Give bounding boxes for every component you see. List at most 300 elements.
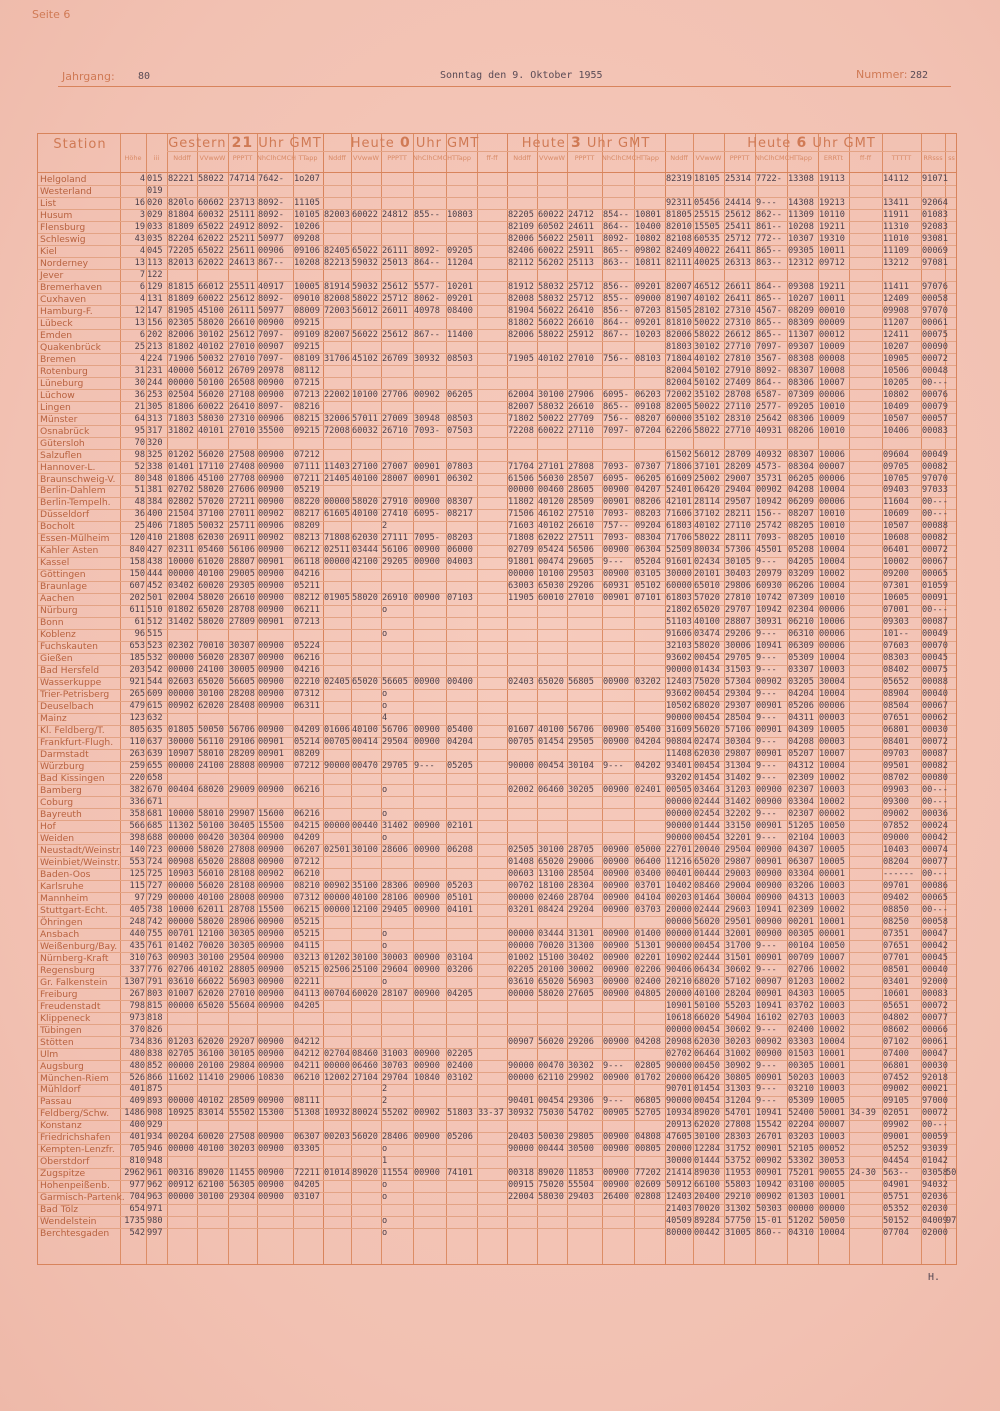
obs-21-value: 71805 <box>168 521 194 532</box>
obs-06-value <box>946 773 958 784</box>
obs-06-value: 30102 <box>694 341 720 352</box>
obs-06-value: 02051 <box>883 1108 909 1119</box>
obs-21-value: 07215 <box>294 377 320 388</box>
obs-06-value <box>946 929 958 940</box>
obs-21-value: 15500 <box>258 820 284 831</box>
obs-06-value: 47605 <box>666 1132 692 1143</box>
obs-21-value: 04212 <box>294 1048 320 1059</box>
obs-03-value: 00900 <box>603 1132 629 1143</box>
obs-06-value: 00--- <box>922 784 948 795</box>
obs-06-value: 02703 <box>788 1012 814 1023</box>
obs-06-value: 20210 <box>666 976 692 987</box>
obs-06-value: 9--- <box>756 629 777 640</box>
obs-00-mark: o <box>382 689 388 700</box>
obs-06-value: 00045 <box>922 653 948 664</box>
station-name: Helgoland <box>40 174 87 185</box>
obs-03-value: 00900 <box>603 892 629 903</box>
obs-00-value: 82405 <box>324 245 350 256</box>
obs-21-value <box>168 270 197 281</box>
obs-03-value: 09108 <box>635 401 661 412</box>
obs-06-value: 10002 <box>819 569 845 580</box>
obs-06-value: 55803 <box>725 1180 751 1191</box>
obs-03-value <box>603 629 634 640</box>
obs-21-value: 50977 <box>258 233 284 244</box>
obs-00-value <box>324 653 351 664</box>
obs-21-value <box>198 773 228 784</box>
obs-03-value: 13100 <box>538 868 564 879</box>
obs-06-value: 10009 <box>819 413 845 424</box>
obs-21-value: 24100 <box>198 665 224 676</box>
obs-06-value: 00901 <box>756 856 782 867</box>
obs-06-value <box>756 438 787 449</box>
obs-06-value: 00086 <box>922 880 948 891</box>
obs-03-value: 30100 <box>538 389 564 400</box>
station-height: 400 <box>129 1120 145 1131</box>
obs-21-value: 00900 <box>258 641 284 652</box>
obs-06-value: 00088 <box>922 677 948 688</box>
obs-00-value: 27910 <box>382 497 408 508</box>
obs-03-value: 20100 <box>538 964 564 975</box>
obs-03-value <box>538 917 567 928</box>
station-name: Lüchow <box>40 389 75 401</box>
obs-00-value <box>478 342 507 353</box>
obs-21-value: 15300 <box>258 1108 284 1119</box>
obs-21-value: 05211 <box>294 581 320 592</box>
obs-21-value: 00900 <box>258 689 284 700</box>
obs-06-value: 27110 <box>725 401 751 412</box>
obs-21-value <box>198 797 228 808</box>
obs-06-value: 10307 <box>788 233 814 244</box>
obs-21-value: 40102 <box>198 964 224 975</box>
obs-00-mark: o <box>382 940 388 951</box>
obs-03-value <box>603 1013 634 1024</box>
obs-00-value <box>352 641 381 652</box>
obs-03-value: 00900 <box>603 880 629 891</box>
station-number: 381 <box>147 485 163 496</box>
obs-00-value <box>324 521 351 532</box>
obs-06-value <box>946 725 958 736</box>
column-header: PPPTT <box>232 154 253 162</box>
obs-06-value: 865-- <box>756 245 782 256</box>
obs-00-value <box>478 725 507 736</box>
obs-21-value: 00900 <box>258 916 284 927</box>
obs-06-value <box>946 689 958 700</box>
obs-03-value: 70020 <box>538 940 564 951</box>
obs-00-value: 00400 <box>447 677 473 688</box>
obs-21-value: 81815 <box>168 281 194 292</box>
obs-06-value: 31303 <box>725 1084 751 1095</box>
obs-06-value: 97070 <box>922 473 948 484</box>
obs-00-value <box>382 917 413 928</box>
obs-06-value <box>666 270 693 281</box>
obs-00-value: 00900 <box>414 904 440 915</box>
obs-00-value <box>324 186 351 197</box>
station-name: Konstanz <box>40 1120 82 1132</box>
obs-06-value: 90000 <box>666 820 692 831</box>
obs-21-value: 05219 <box>294 485 320 496</box>
obs-06-value: 00066 <box>922 1024 948 1035</box>
obs-06-value: 04901 <box>883 1180 909 1191</box>
obs-06-value: 62030 <box>694 1036 720 1047</box>
obs-21-value: 28805 <box>229 964 255 975</box>
obs-03-value <box>568 917 602 928</box>
obs-03-value <box>568 1049 602 1060</box>
obs-03-value: 07101 <box>635 593 661 604</box>
obs-00-value <box>414 605 446 616</box>
obs-06-value: 30931 <box>756 617 782 628</box>
obs-06-value: 10007 <box>819 749 845 760</box>
obs-06-value: 09501 <box>883 761 909 772</box>
obs-03-value <box>603 1228 634 1239</box>
obs-06-value: 03209 <box>788 569 814 580</box>
obs-06-value: 53752 <box>725 1156 751 1167</box>
obs-00-value <box>382 665 413 676</box>
obs-03-value <box>538 342 567 353</box>
obs-06-value: 56020 <box>694 916 720 927</box>
station-name: Bremerhaven <box>40 281 103 293</box>
obs-21-value <box>294 186 323 197</box>
obs-06-value: 10507 <box>883 413 909 424</box>
obs-03-value <box>568 438 602 449</box>
obs-03-value: 05102 <box>635 581 661 592</box>
station-height: 248 <box>129 916 145 927</box>
obs-21-value <box>229 1013 257 1024</box>
obs-06-value: 06420 <box>694 1072 720 1083</box>
obs-03-value: 65020 <box>538 677 564 688</box>
obs-06-value: 93602 <box>666 689 692 700</box>
obs-06-value <box>850 1120 882 1131</box>
station-name: Würzburg <box>40 761 85 773</box>
obs-03-value: 09201 <box>635 317 661 328</box>
obs-06-value <box>946 833 958 844</box>
obs-00-value <box>352 785 381 796</box>
obs-21-value <box>229 1156 257 1167</box>
obs-03-value <box>538 617 567 628</box>
obs-06-value: 00082 <box>922 761 948 772</box>
obs-21-value: 28209 <box>229 749 255 760</box>
obs-03-value: 62110 <box>538 1072 564 1083</box>
obs-06-value <box>850 438 882 449</box>
obs-06-value: 05751 <box>883 1192 909 1203</box>
obs-06-value <box>946 318 958 329</box>
station-number: 826 <box>147 1024 163 1035</box>
obs-21-value: 00000 <box>168 1192 194 1203</box>
obs-06-value: 28111 <box>725 533 751 544</box>
obs-06-value: 03058 <box>922 1168 948 1179</box>
obs-00-value: 26710 <box>382 425 408 436</box>
obs-00-value: 40100 <box>352 725 378 736</box>
obs-21-value: 58010 <box>198 749 224 760</box>
obs-06-value: 10502 <box>666 701 692 712</box>
obs-21-value <box>168 797 197 808</box>
obs-06-value: 32201 <box>725 832 751 843</box>
obs-06-value: 00082 <box>922 533 948 544</box>
obs-21-value: 26410 <box>229 401 255 412</box>
station-name: Bonn <box>40 617 64 629</box>
obs-03-value: 00900 <box>603 976 629 987</box>
obs-03-value: 01002 <box>508 952 534 963</box>
station-name: Bamberg <box>40 784 82 796</box>
obs-06-value: 04307 <box>788 844 814 855</box>
obs-21-value: 00000 <box>168 1144 194 1155</box>
obs-00-value <box>324 1025 351 1036</box>
obs-03-value: 82006 <box>508 329 534 340</box>
obs-06-value: 00--- <box>922 1120 948 1131</box>
obs-03-value: 05400 <box>635 725 661 736</box>
obs-06-value <box>725 438 755 449</box>
obs-06-value: 20400 <box>694 1192 720 1203</box>
obs-03-value <box>635 713 665 724</box>
obs-06-value: 25314 <box>725 174 751 184</box>
obs-21-value: 00900 <box>258 832 284 843</box>
obs-06-value: 00012 <box>819 329 845 340</box>
station-number: 893 <box>147 1096 163 1107</box>
station-number: 681 <box>147 808 163 819</box>
obs-00-value <box>352 342 381 353</box>
obs-00-value <box>324 833 351 844</box>
obs-06-value: 02400 <box>788 1024 814 1035</box>
obs-00-value <box>478 557 507 568</box>
obs-00-value <box>478 258 507 269</box>
obs-21-value: 05215 <box>294 916 320 927</box>
station-name: Kl. Feldberg/T. <box>40 725 105 737</box>
obs-03-value <box>538 773 567 784</box>
obs-06-value: 03304 <box>788 868 814 879</box>
obs-00-value <box>324 701 351 712</box>
obs-21-value: 50977 <box>258 305 284 316</box>
obs-06-value: 02307 <box>788 808 814 819</box>
obs-06-value: 19113 <box>819 174 845 184</box>
obs-21-value: 07212 <box>294 449 320 460</box>
obs-00-value <box>324 222 351 233</box>
obs-06-value: 08306 <box>788 377 814 388</box>
obs-03-value <box>635 1156 665 1167</box>
obs-00-value <box>382 797 413 808</box>
obs-00-value <box>352 1228 381 1239</box>
obs-06-value: 13212 <box>883 257 909 268</box>
obs-03-value: 29805 <box>568 1132 594 1143</box>
obs-06-value <box>946 665 958 676</box>
obs-03-value: 00900 <box>603 964 629 975</box>
obs-03-value <box>603 1084 634 1095</box>
obs-21-value: 00901 <box>258 557 284 568</box>
obs-06-value <box>850 1013 882 1024</box>
obs-21-value: 00900 <box>258 928 284 939</box>
station-name: Hof <box>40 820 56 832</box>
obs-06-value: 10003 <box>819 784 845 795</box>
obs-06-value: 08307 <box>788 449 814 460</box>
obs-06-value: 00021 <box>922 1084 948 1095</box>
obs-06-value: 61803 <box>666 521 692 532</box>
station-number: 738 <box>147 904 163 915</box>
obs-03-value: 856-- <box>603 305 629 316</box>
obs-03-value <box>568 198 602 209</box>
obs-21-value <box>198 1013 228 1024</box>
obs-21-value: 04209 <box>294 725 320 736</box>
obs-06-value <box>946 809 958 820</box>
obs-00-value <box>352 977 381 988</box>
station-height: 12 <box>134 305 145 316</box>
obs-21-value: 03402 <box>168 581 194 592</box>
obs-03-value <box>538 366 567 377</box>
obs-06-value: 05352 <box>883 1204 909 1215</box>
obs-03-value: 854-- <box>603 209 629 220</box>
obs-06-value: 97 <box>946 1216 957 1227</box>
obs-06-value <box>946 557 958 568</box>
obs-21-value: 09208 <box>294 233 320 244</box>
obs-06-value: 861-- <box>756 221 782 232</box>
obs-03-value <box>538 1001 567 1012</box>
obs-03-value <box>538 641 567 652</box>
obs-03-value: 55504 <box>568 1180 594 1191</box>
obs-03-value: 26400 <box>603 1192 629 1203</box>
obs-21-value: 27808 <box>229 844 255 855</box>
obs-00-value: 30703 <box>382 1060 408 1071</box>
obs-06-value <box>946 617 958 628</box>
obs-00-value <box>382 641 413 652</box>
obs-03-value: 29206 <box>568 581 594 592</box>
obs-03-value: 82007 <box>508 401 534 412</box>
station-number: 658 <box>147 773 163 783</box>
obs-00-value: 82008 <box>324 293 350 304</box>
obs-00-value <box>324 450 351 461</box>
obs-21-value <box>198 1025 228 1036</box>
station-height: 80 <box>134 473 145 484</box>
obs-06-value: 50152 <box>883 1216 909 1227</box>
obs-03-value <box>635 797 665 808</box>
obs-06-value <box>756 270 787 281</box>
obs-00-value: 00900 <box>414 952 440 963</box>
obs-06-value <box>788 438 818 449</box>
station-height: 4 <box>139 174 145 184</box>
obs-06-value <box>850 174 882 185</box>
obs-00-mark: o <box>382 701 388 712</box>
obs-06-value: 00072 <box>922 1108 948 1119</box>
obs-06-value: 00305 <box>788 928 814 939</box>
obs-06-value <box>850 270 882 281</box>
obs-06-value: 40025 <box>694 257 720 268</box>
obs-03-value <box>508 821 537 832</box>
obs-21-value: 26111 <box>229 305 255 316</box>
obs-06-value: 29210 <box>725 1192 751 1203</box>
obs-06-value <box>946 222 958 233</box>
obs-00-value: 05400 <box>447 725 473 736</box>
obs-00-value <box>447 917 477 928</box>
obs-00-value: 6095- <box>414 509 440 520</box>
obs-21-value: 00900 <box>258 856 284 867</box>
obs-03-value: 11802 <box>508 497 534 508</box>
obs-03-value: 08207 <box>635 413 661 424</box>
obs-21-value: 28708 <box>229 605 255 616</box>
obs-03-value <box>635 617 665 628</box>
obs-03-value: 58032 <box>538 401 564 412</box>
obs-06-value: 07701 <box>883 952 909 963</box>
obs-00-value: 00705 <box>324 737 350 748</box>
obs-06-value: 90000 <box>666 713 692 724</box>
station-number: 244 <box>147 377 163 388</box>
obs-06-value: 50050 <box>819 1216 845 1227</box>
obs-00-mark: o <box>382 832 388 843</box>
obs-06-value <box>850 617 882 628</box>
obs-06-value <box>850 965 882 976</box>
obs-03-value: 26610 <box>568 317 594 328</box>
obs-21-value: 50032 <box>198 521 224 532</box>
obs-00-value <box>324 977 351 988</box>
obs-00-value: 31003 <box>382 1048 408 1059</box>
obs-00-value <box>478 1049 507 1060</box>
obs-00-value <box>414 1156 446 1167</box>
obs-21-value <box>168 1013 197 1024</box>
obs-00-value <box>414 941 446 952</box>
obs-21-value: 29305 <box>229 581 255 592</box>
obs-06-value: 10004 <box>819 1228 845 1239</box>
obs-00-value <box>478 917 507 928</box>
obs-03-value: 58020 <box>538 988 564 999</box>
obs-06-value: 10207 <box>883 341 909 352</box>
obs-03-value: 71506 <box>508 509 534 520</box>
page-label: Seite 6 <box>32 8 71 21</box>
obs-06-value: 01444 <box>694 1156 720 1167</box>
obs-06-value <box>946 282 958 293</box>
obs-06-value: 92064 <box>922 197 948 208</box>
obs-03-value: 60022 <box>538 209 564 220</box>
obs-21-value: 40100 <box>198 569 224 580</box>
obs-06-value: 31700 <box>725 940 751 951</box>
obs-06-value: 33150 <box>725 820 751 831</box>
obs-06-value: 13308 <box>788 174 814 184</box>
column-header: NhClhCMCH <box>602 154 642 162</box>
obs-06-value <box>850 1144 882 1155</box>
obs-03-value: 26410 <box>568 305 594 316</box>
obs-00-value <box>414 318 446 329</box>
obs-06-value: 10005 <box>819 844 845 855</box>
obs-03-value: 90000 <box>508 1060 534 1071</box>
obs-06-value: 00047 <box>922 1048 948 1059</box>
obs-03-value <box>603 653 634 664</box>
obs-06-value: 10941 <box>756 1000 782 1011</box>
obs-06-value: 00000 <box>666 808 692 819</box>
obs-06-value: 02304 <box>788 605 814 616</box>
obs-21-value: 82006 <box>168 329 194 340</box>
obs-00-value <box>414 485 446 496</box>
obs-03-value <box>635 174 665 185</box>
obs-06-value: 06420 <box>694 485 720 496</box>
station-name: Frankfurt-Flugh. <box>40 737 114 749</box>
obs-03-value: 24611 <box>568 221 594 232</box>
station-number: 510 <box>147 605 163 616</box>
obs-03-value: 00000 <box>508 569 534 580</box>
obs-21-value: 02705 <box>168 1048 194 1059</box>
obs-03-value <box>538 186 567 197</box>
obs-00-value <box>478 1096 507 1107</box>
obs-00-value <box>382 617 413 628</box>
obs-21-value: 28708 <box>229 904 255 915</box>
obs-03-value: 00900 <box>603 844 629 855</box>
obs-21-value: 00420 <box>198 832 224 843</box>
obs-06-value <box>850 773 882 784</box>
obs-00-value <box>352 689 381 700</box>
obs-00-value <box>324 378 351 389</box>
obs-00-value <box>414 665 446 676</box>
obs-06-value: 11109 <box>883 245 909 256</box>
obs-06-value: 10609 <box>883 509 909 520</box>
obs-06-value <box>850 725 882 736</box>
obs-06-value: 31302 <box>725 1204 751 1215</box>
obs-06-value: 51103 <box>666 617 692 628</box>
obs-03-value <box>635 1049 665 1060</box>
obs-06-value: 09402 <box>883 892 909 903</box>
obs-03-value <box>568 701 602 712</box>
